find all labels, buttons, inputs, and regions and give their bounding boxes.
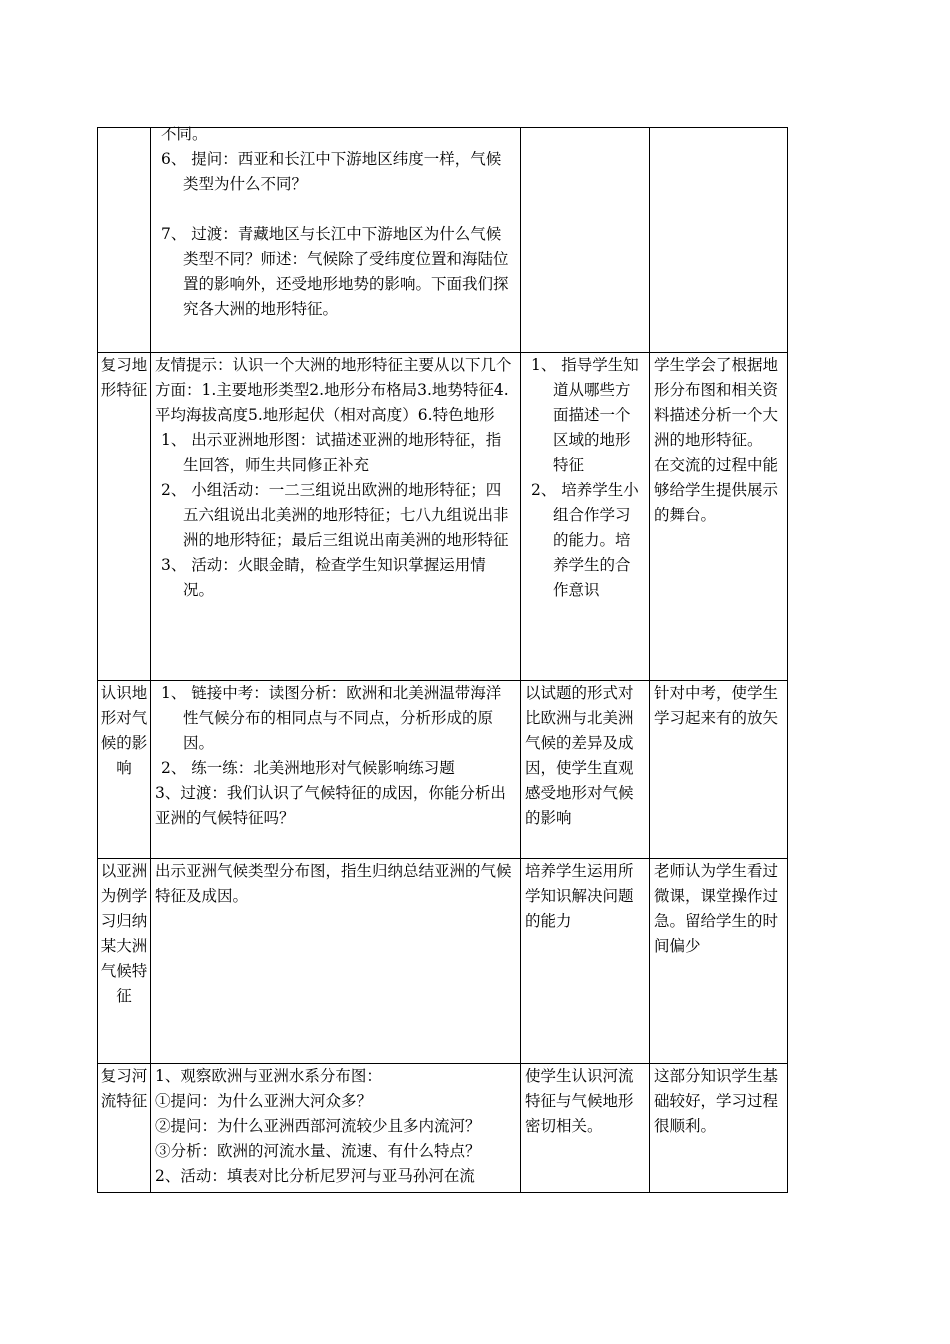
content-line: 7、 过渡：青藏地区与长江中下游地区为什么气候类型不同？师述：气候除了受纬度位置和海陆位置的影响外，还受地形地势的影响。下面我们探究各大洲的地形特征。 bbox=[161, 225, 509, 318]
content-cell bbox=[151, 1064, 521, 1193]
content-line: 6、 提问：西亚和长江中下游地区纬度一样，气候类型为什么不同？ bbox=[161, 150, 502, 193]
reflection-cell bbox=[650, 128, 788, 353]
reflection-cell bbox=[650, 1064, 788, 1193]
content-line: 出示亚洲气候类型分布图，指生归纳总结亚洲的气候特征及成因。 bbox=[155, 862, 512, 905]
table-row bbox=[98, 1064, 788, 1193]
intent-line: 培养学生运用所学知识解决问题的能力 bbox=[525, 862, 634, 930]
content-cell bbox=[151, 859, 521, 1064]
reflection-line: 针对中考，使学生学习起来有的放矢 bbox=[654, 684, 779, 727]
content-cell bbox=[151, 353, 521, 681]
content-cell bbox=[151, 681, 521, 859]
reflection-cell bbox=[650, 859, 788, 1064]
stage-label-cell: 复习地形特征 bbox=[98, 353, 151, 681]
reflection-line: 学生学会了根据地形分布图和相关资料描述分析一个大洲的地形特征。 bbox=[654, 356, 779, 449]
stage-label-cell: 以亚洲为例学习归纳某大洲气候特征 bbox=[98, 859, 151, 1064]
content-line: 2、活动：填表对比分析尼罗河与亚马孙河在流 bbox=[155, 1167, 475, 1185]
content-line: 友情提示：认识一个大洲的地形特征主要从以下几个方面：1.主要地形类型2.地形分布格局3.地势特征4.平均海拔高度5.地形起伏（相对高度）6.特色地形 bbox=[155, 356, 512, 424]
content-line: ①提问：为什么亚洲大河众多？ bbox=[155, 1092, 373, 1110]
content-line: 1、 出示亚洲地形图：试描述亚洲的地形特征，指生回答，师生共同修正补充 bbox=[161, 431, 502, 474]
intent-cell bbox=[521, 681, 650, 859]
content-line: 不同。 bbox=[161, 125, 208, 143]
content-line: 2、 小组活动：一二三组说出欧洲的地形特征；四五六组说出北美洲的地形特征；七八九组说出非洲的地形特征；最后三组说出南美洲的地形特征 bbox=[161, 481, 509, 549]
content-line: ③分析：欧洲的河流水量、流速、有什么特点？ bbox=[155, 1142, 481, 1160]
reflection-line: 在交流的过程中能够给学生提供展示的舞台。 bbox=[654, 456, 779, 524]
intent-cell bbox=[521, 128, 650, 353]
stage-label-cell: 复习河流特征 bbox=[98, 1064, 151, 1193]
reflection-line: 这部分知识学生基础较好，学习过程很顺利。 bbox=[654, 1067, 779, 1135]
intent-cell bbox=[521, 353, 650, 681]
content-cell bbox=[151, 125, 521, 353]
intent-cell bbox=[521, 859, 650, 1064]
reflection-cell bbox=[650, 681, 788, 859]
table-row bbox=[98, 128, 788, 353]
reflection-line: 老师认为学生看过微课，课堂操作过急。留给学生的时间偏少 bbox=[654, 862, 779, 955]
content-line: 3、过渡：我们认识了气候特征的成因，你能分析出亚洲的气候特征吗？ bbox=[155, 784, 506, 827]
reflection-cell bbox=[650, 353, 788, 681]
content-line: 1、 链接中考：读图分析：欧洲和北美洲温带海洋性气候分布的相同点与不同点，分析形成的原因。 bbox=[161, 684, 502, 752]
intent-cell bbox=[521, 1064, 650, 1193]
table-row bbox=[98, 681, 788, 859]
intent-line: 2、 培养学生小组合作学习的能力。培养学生的合作意识 bbox=[531, 481, 639, 599]
intent-line: 以试题的形式对比欧洲与北美洲气候的差异及成因，使学生直观感受地形对气候的影响 bbox=[525, 684, 634, 827]
content-line: ②提问：为什么亚洲西部河流较少且多内流河？ bbox=[155, 1117, 481, 1135]
intent-line: 使学生认识河流特征与气候地形密切相关。 bbox=[525, 1067, 634, 1135]
table-row bbox=[98, 859, 788, 1064]
content-line: 3、 活动：火眼金睛，检查学生知识掌握运用情况。 bbox=[161, 556, 486, 599]
table-row bbox=[98, 353, 788, 681]
content-line: 1、观察欧洲与亚洲水系分布图： bbox=[155, 1067, 382, 1085]
intent-line: 1、 指导学生知道从哪些方面描述一个区域的地形特征 bbox=[531, 356, 639, 474]
lesson-plan-table bbox=[97, 127, 788, 1193]
content-line: 2、 练一练：北美洲地形对气候影响练习题 bbox=[161, 759, 455, 777]
stage-label-cell bbox=[98, 128, 151, 353]
stage-label-cell: 认识地形对气候的影响 bbox=[98, 681, 151, 859]
